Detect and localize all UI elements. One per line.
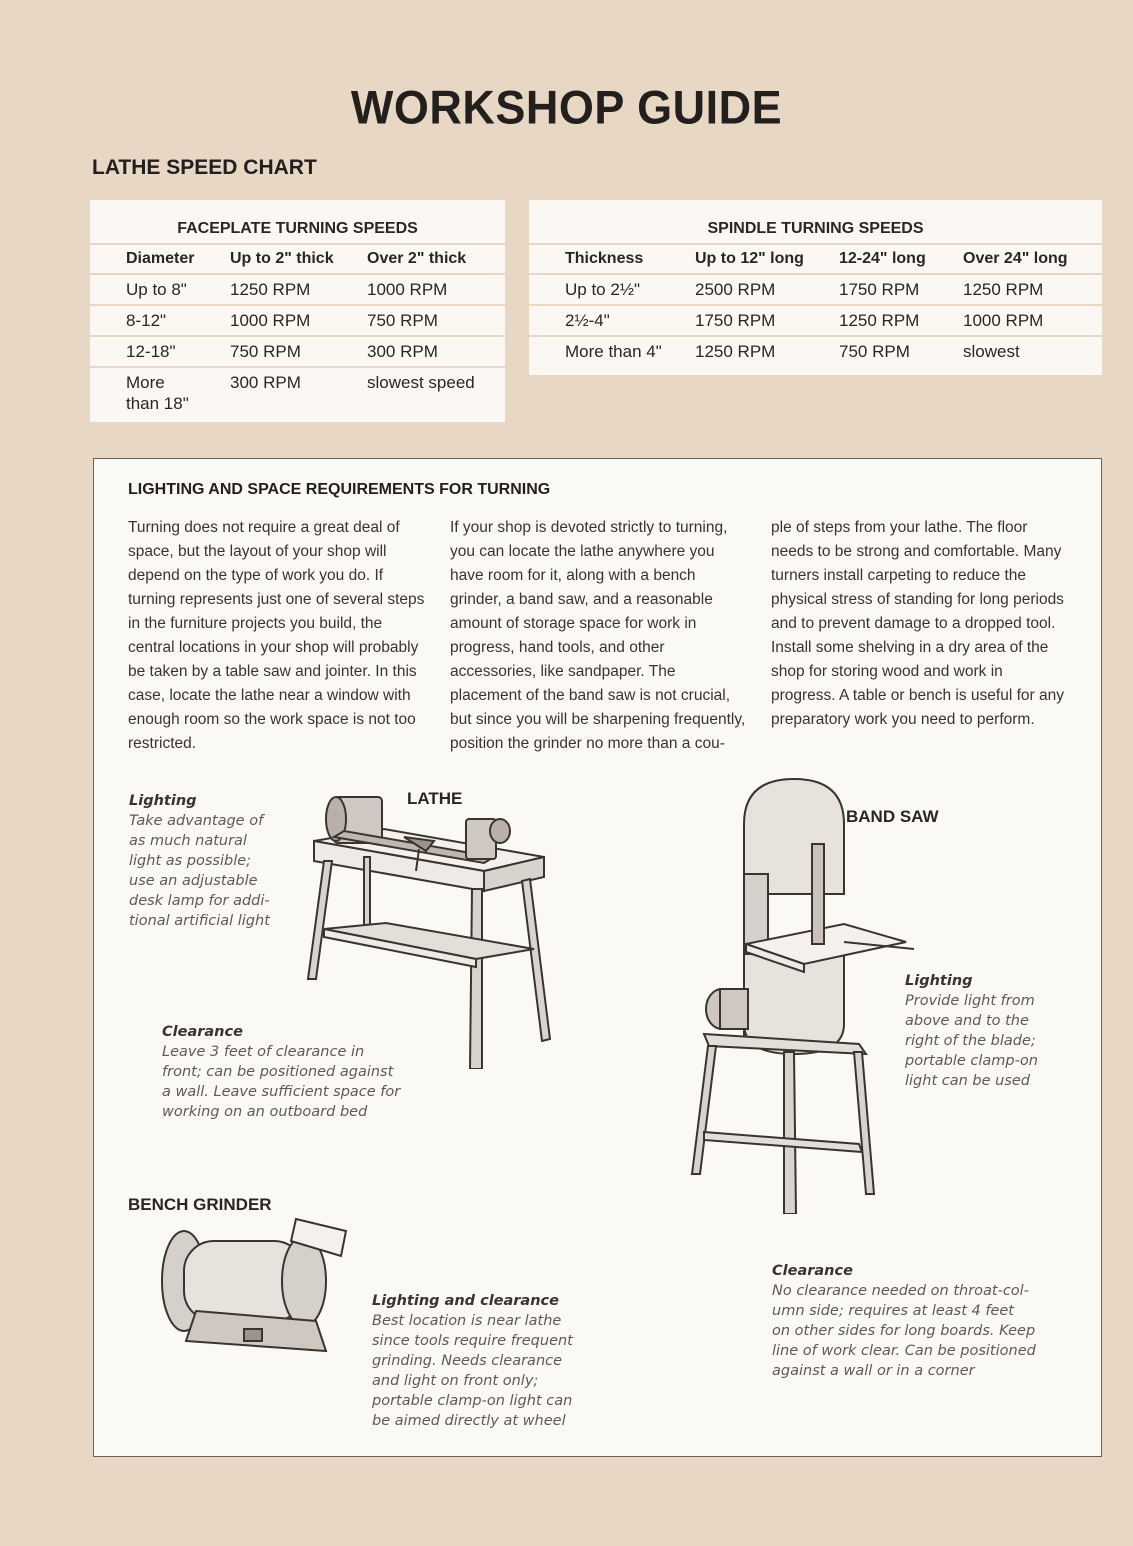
note-title: Clearance [772, 1263, 853, 1279]
faceplate-header-diameter: Diameter [90, 244, 230, 274]
note-line: light can be used [905, 1073, 1031, 1089]
table-row [90, 274, 505, 305]
table-cell: 1750 RPM [695, 305, 839, 336]
spindle-header-thickness: Thickness [529, 244, 695, 274]
note-line: Leave 3 feet of clearance in [162, 1044, 365, 1060]
table-cell: 1000 RPM [963, 305, 1102, 336]
bandsaw-illustration [684, 774, 924, 1214]
table-cell: 1250 RPM [230, 274, 367, 305]
table-cell: slowest [963, 342, 1020, 361]
faceplate-header-upto2: Up to 2" thick [230, 244, 367, 274]
table-row [90, 367, 505, 418]
table-row [529, 274, 1102, 305]
note-line: against a wall or in a corner [772, 1363, 975, 1379]
table-cell: 2½-4" [529, 305, 695, 336]
requirements-column-2: If your shop is devoted strictly to turning, you can locate the lathe anywhere you have room for it, along with a bench grinder, a band saw, and a reasonable amount of storage space for work in progress, hand tools, and other accessories, like sandpaper. The placement of the band saw is not crucial, but since you will be sharpening frequently, position the grinder no more than a cou- [450, 519, 746, 752]
table-cell: 1250 RPM [963, 274, 1102, 305]
note-line: since tools require frequent [372, 1333, 573, 1349]
requirements-column-1: Turning does not require a great deal of space, but the layout of your shop will depend on the type of work you do. If turning represents just one of several steps in the furniture projects you build, the central locations in your shop will probably be taken by a table saw and jointer. In this case, locate the lathe near a window with enough room so the work space is not too restricted. [128, 519, 425, 752]
note-line: as much natural [129, 833, 247, 849]
spindle-header-over24: Over 24" long [963, 244, 1102, 274]
table-cell: 300 RPM [230, 373, 301, 392]
table-cell: 12-18" [90, 336, 230, 367]
spindle-table-caption: SPINDLE TURNING SPEEDS [529, 200, 1102, 244]
note-title: Lighting [129, 793, 197, 809]
note-line: grinding. Needs clearance [372, 1353, 563, 1369]
table-cell: 1000 RPM [230, 305, 367, 336]
note-line: front; can be positioned against [162, 1064, 394, 1080]
table-row [90, 336, 505, 367]
note-line: be aimed directly at wheel [372, 1413, 566, 1429]
table-cell: 750 RPM [839, 342, 910, 361]
note-line: and light on front only; [372, 1373, 539, 1389]
note-line: portable clamp-on light can [372, 1393, 573, 1409]
requirements-column-3: ple of steps from your lathe. The floor needs to be strong and comfortable. Many turners install carpeting to reduce the physical stress of standing for long periods and to prevent damage to a dropped tool. Install some shelving in a dry area of the shop for storing wood and work in progress. A table or bench is useful for any preparatory work you need to perform. [771, 519, 1064, 728]
note-line: on other sides for long boards. Keep [772, 1323, 1036, 1339]
grinder-note [372, 1291, 573, 1431]
note-line: Take advantage of [129, 813, 264, 829]
table-row [529, 305, 1102, 336]
table-cell: 1250 RPM [695, 342, 776, 361]
note-line: use an adjustable [129, 873, 258, 889]
table-cell: More than 4" [565, 342, 662, 361]
spindle-header-upto12: Up to 12" long [695, 244, 839, 274]
table-cell: 750 RPM [230, 336, 367, 367]
note-line: a wall. Leave sufficient space for [162, 1084, 401, 1100]
note-line: Best location is near lathe [372, 1313, 562, 1329]
note-line: line of work clear. Can be positioned [772, 1343, 1036, 1359]
table-cell: 1250 RPM [839, 305, 963, 336]
table-cell: 1000 RPM [367, 274, 505, 305]
page-title: WORKSHOP GUIDE [350, 80, 783, 135]
bandsaw-clearance-note [772, 1261, 1036, 1381]
faceplate-speed-table [90, 200, 505, 422]
note-title: Clearance [162, 1024, 243, 1040]
table-cell: 8-12" [90, 305, 230, 336]
note-line: tional artificial light [129, 913, 270, 929]
section-title: LATHE SPEED CHART [92, 156, 317, 179]
bandsaw-lighting-note [905, 971, 1038, 1091]
note-line: above and to the [905, 1013, 1029, 1029]
note-line: umn side; requires at least 4 feet [772, 1303, 1014, 1319]
table-row [529, 336, 1102, 366]
requirements-heading: LIGHTING AND SPACE REQUIREMENTS FOR TURNING [128, 481, 551, 498]
note-line: light as possible; [129, 853, 252, 869]
note-title: Lighting [905, 973, 973, 989]
lathe-clearance-note [162, 1022, 400, 1122]
table-cell: Up to 8" [90, 274, 230, 305]
note-line: right of the blade; [905, 1033, 1036, 1049]
note-line: Provide light from [905, 993, 1035, 1009]
spindle-speed-table [529, 200, 1102, 375]
table-cell: 750 RPM [367, 305, 505, 336]
table-cell: 300 RPM [367, 336, 505, 367]
note-line: desk lamp for addi- [129, 893, 270, 909]
note-title: Lighting and clearance [372, 1293, 559, 1309]
bandsaw-label: BAND SAW [846, 807, 939, 826]
bench-grinder-illustration [156, 1211, 356, 1361]
note-line: No clearance needed on throat-col- [772, 1283, 1029, 1299]
spindle-header-12to24: 12-24" long [839, 244, 963, 274]
lathe-label: LATHE [407, 789, 463, 808]
requirements-panel [93, 458, 1102, 1457]
table-cell: 1750 RPM [839, 274, 963, 305]
table-row [90, 305, 505, 336]
faceplate-table-caption: FACEPLATE TURNING SPEEDS [90, 200, 505, 244]
grinder-label: BENCH GRINDER [128, 1195, 272, 1214]
table-cell: Up to 2½" [529, 274, 695, 305]
note-line: working on an outboard bed [162, 1104, 368, 1120]
table-cell: More than 18" [126, 373, 189, 413]
faceplate-header-over2: Over 2" thick [367, 244, 505, 274]
note-line: portable clamp-on [905, 1053, 1038, 1069]
table-cell: slowest speed [367, 373, 475, 392]
lathe-lighting-note [129, 791, 270, 931]
table-cell: 2500 RPM [695, 274, 839, 305]
